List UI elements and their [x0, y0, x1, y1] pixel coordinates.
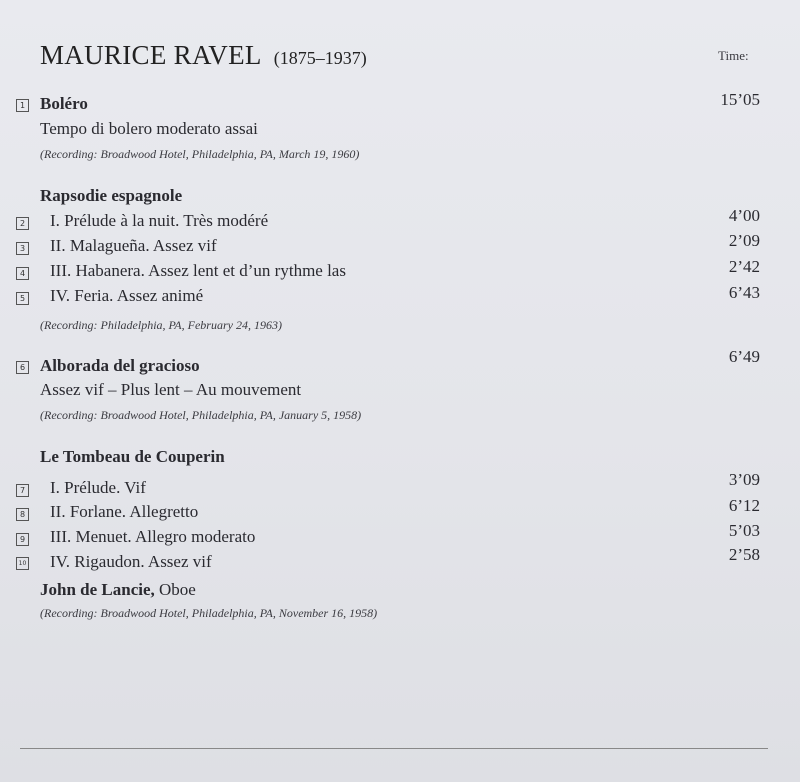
track-number-2: 2	[16, 217, 29, 230]
track-time-2: 4’00	[728, 206, 760, 225]
track-number-9: 9	[16, 533, 29, 546]
composer-name: MAURICE RAVEL	[40, 40, 261, 70]
track-number-6: 6	[16, 361, 29, 374]
track-time-10: 2’58	[728, 545, 760, 564]
soloist-name: John de Lancie,	[40, 580, 155, 599]
track-label-7: I. Prélude. Vif	[50, 478, 146, 497]
recording-note-bolero: (Recording: Broadwood Hotel, Philadelphia, PA, March 19, 1960)	[40, 147, 360, 161]
composer-heading	[40, 40, 367, 71]
track-number-1: 1	[16, 99, 29, 112]
recording-note-rapsodie: (Recording: Philadelphia, PA, February 24, 1963)	[40, 318, 282, 332]
track-time-8: 6’12	[728, 496, 760, 515]
track-number-5: 5	[16, 292, 29, 305]
track-label-8: II. Forlane. Allegretto	[50, 502, 199, 521]
work-title-rapsodie: Rapsodie espagnole	[40, 186, 183, 205]
work-title-alborada: Alborada del gracioso	[40, 356, 200, 375]
track-time-7: 3’09	[728, 470, 760, 489]
time-column-label: Time:	[718, 48, 749, 63]
track-time-3: 2’09	[728, 231, 760, 250]
track-label-3: II. Malagueña. Assez vif	[50, 236, 217, 255]
track-time-4: 2’42	[728, 257, 760, 276]
track-number-7: 7	[16, 484, 29, 497]
recording-note-tombeau: (Recording: Broadwood Hotel, Philadelphia, PA, November 16, 1958)	[40, 606, 378, 620]
track-number-10: 10	[16, 557, 29, 570]
track-time-9: 5’03	[728, 521, 760, 540]
track-time-1: 15’05	[720, 90, 760, 109]
composer-dates: (1875–1937)	[273, 48, 367, 68]
track-label-10: IV. Rigaudon. Assez vif	[50, 552, 212, 571]
track-label-2: I. Prélude à la nuit. Très modéré	[50, 211, 269, 230]
work-subtitle-alborada: Assez vif – Plus lent – Au mouvement	[40, 380, 302, 399]
track-number-4: 4	[16, 267, 29, 280]
track-number-8: 8	[16, 508, 29, 521]
work-title-tombeau: Le Tombeau de Couperin	[40, 447, 225, 466]
bottom-rule	[20, 748, 768, 749]
recording-note-alborada: (Recording: Broadwood Hotel, Philadelphia, PA, January 5, 1958)	[40, 408, 362, 422]
soloist-instrument: Oboe	[159, 580, 196, 599]
track-number-3: 3	[16, 242, 29, 255]
track-label-4: III. Habanera. Assez lent et d’un rythme las	[50, 261, 346, 280]
track-time-5: 6’43	[728, 283, 760, 302]
track-label-9: III. Menuet. Allegro moderato	[50, 527, 256, 546]
track-label-5: IV. Feria. Assez animé	[50, 286, 204, 305]
work-subtitle-bolero: Tempo di bolero moderato assai	[40, 119, 258, 138]
work-title-bolero: Boléro	[40, 94, 88, 113]
soloist-credit	[40, 580, 196, 600]
track-time-6: 6’49	[728, 347, 760, 366]
